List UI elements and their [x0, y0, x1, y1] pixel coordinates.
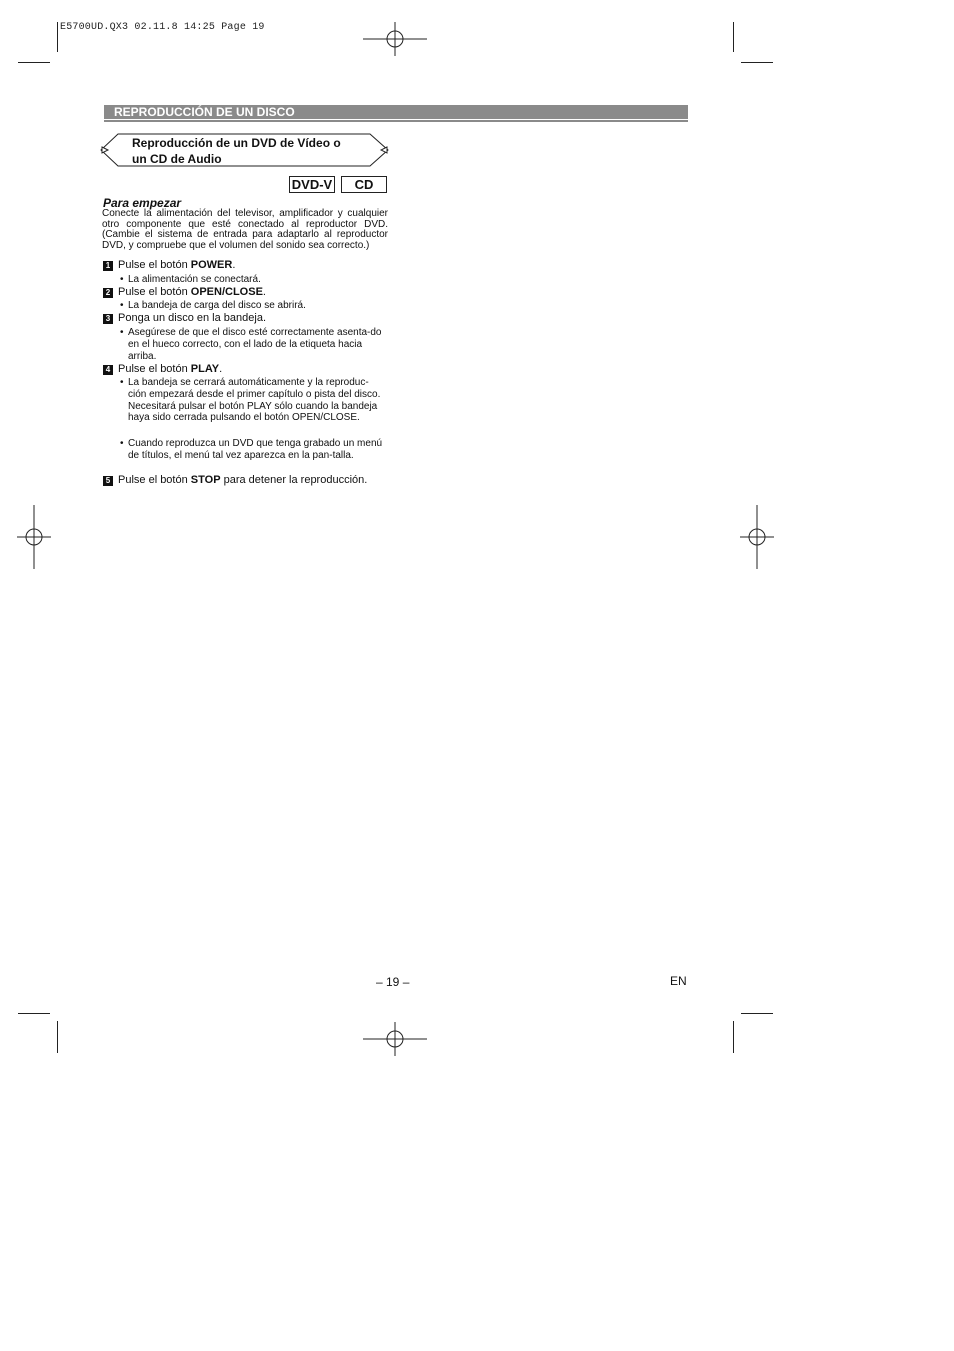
step-text: Ponga un disco en la bandeja.	[118, 312, 267, 324]
dvd-v-badge: DVD-V	[289, 176, 335, 193]
getting-started-heading: Para empezar	[103, 196, 182, 210]
step-3-note	[120, 327, 385, 362]
step-text: .	[232, 259, 236, 271]
section-divider	[104, 120, 688, 122]
step-text: .	[219, 363, 223, 375]
step-5	[103, 474, 393, 487]
registration-mark-icon	[363, 22, 427, 56]
subsection-title-line: un CD de Audio	[132, 152, 222, 166]
step-4-note	[120, 438, 385, 462]
step-3	[103, 312, 393, 325]
step-text: Pulse el botón	[118, 259, 191, 271]
step-2-note	[120, 300, 385, 312]
step-number-icon: 4	[103, 365, 113, 375]
language-label: EN	[670, 974, 687, 988]
section-title: REPRODUCCIÓN DE UN DISCO	[104, 105, 688, 119]
step-number-icon: 3	[103, 314, 113, 324]
step-1-note	[120, 274, 385, 286]
step-4	[103, 363, 393, 376]
print-header: E5700UD.QX3 02.11.8 14:25 Page 19	[60, 22, 265, 33]
bullet-icon: •	[120, 377, 124, 388]
bullet-icon: •	[120, 327, 124, 338]
note-text: Cuando reproduzca un DVD que tenga grabado un menú de títulos, el menú tal vez aparezca en la pan-talla.	[128, 438, 383, 461]
step-button-name: STOP	[190, 474, 221, 486]
step-button-name: OPEN/CLOSE	[190, 286, 263, 298]
step-2	[103, 286, 393, 299]
registration-mark-icon	[17, 505, 51, 569]
registration-mark-icon	[363, 1022, 427, 1056]
page-number: – 19 –	[376, 975, 410, 989]
bullet-icon: •	[120, 438, 124, 449]
note-text: Asegúrese de que el disco esté correctamente asenta-do en el hueco correcto, con el lado de la etiqueta hacia arriba.	[128, 327, 382, 362]
step-text: .	[262, 286, 266, 298]
note-text: La alimentación se conectará.	[128, 274, 261, 285]
bullet-icon: •	[120, 300, 124, 311]
step-1	[103, 259, 393, 272]
step-number-icon: 5	[103, 476, 113, 486]
registration-mark-icon	[740, 505, 774, 569]
cd-badge: CD	[341, 176, 387, 193]
note-text: La bandeja de carga del disco se abrirá.	[128, 300, 306, 311]
crop-mark	[18, 1013, 50, 1014]
crop-mark	[733, 1021, 734, 1053]
step-text: Pulse el botón	[118, 363, 191, 375]
subsection-title-line: Reproducción de un DVD de Vídeo o	[132, 136, 341, 150]
step-button-name: PLAY	[190, 363, 220, 375]
getting-started-text: Conecte la alimentación del televisor, amplificador y cualquier otro componente que esté conectado al reproductor DVD. (Cambie el sistema de entrada para adaptarlo al reproductor DVD, y compruebe que el volumen del sonido sea correcto.)	[102, 208, 388, 251]
step-number-icon: 1	[103, 261, 113, 271]
crop-mark	[733, 22, 734, 52]
step-number-icon: 2	[103, 288, 113, 298]
subsection-title	[132, 135, 372, 167]
step-button-name: POWER	[190, 259, 233, 271]
crop-mark	[741, 62, 773, 63]
crop-mark	[741, 1013, 773, 1014]
step-text: Pulse el botón	[118, 286, 191, 298]
step-text: para detener la reproducción.	[220, 474, 368, 486]
step-4-note	[120, 377, 385, 424]
bullet-icon: •	[120, 274, 124, 285]
note-text: La bandeja se cerrará automáticamente y la reproduc-ción empezará desde el primer capítulo o pista del disco. Necesitará pulsar el botón PLAY sólo cuando la bandeja haya sido cerrada pulsando el botón OPEN/CLOSE.	[128, 377, 381, 424]
crop-mark	[57, 1021, 58, 1053]
crop-mark	[18, 62, 50, 63]
crop-mark	[57, 22, 58, 52]
step-text: Pulse el botón	[118, 474, 191, 486]
